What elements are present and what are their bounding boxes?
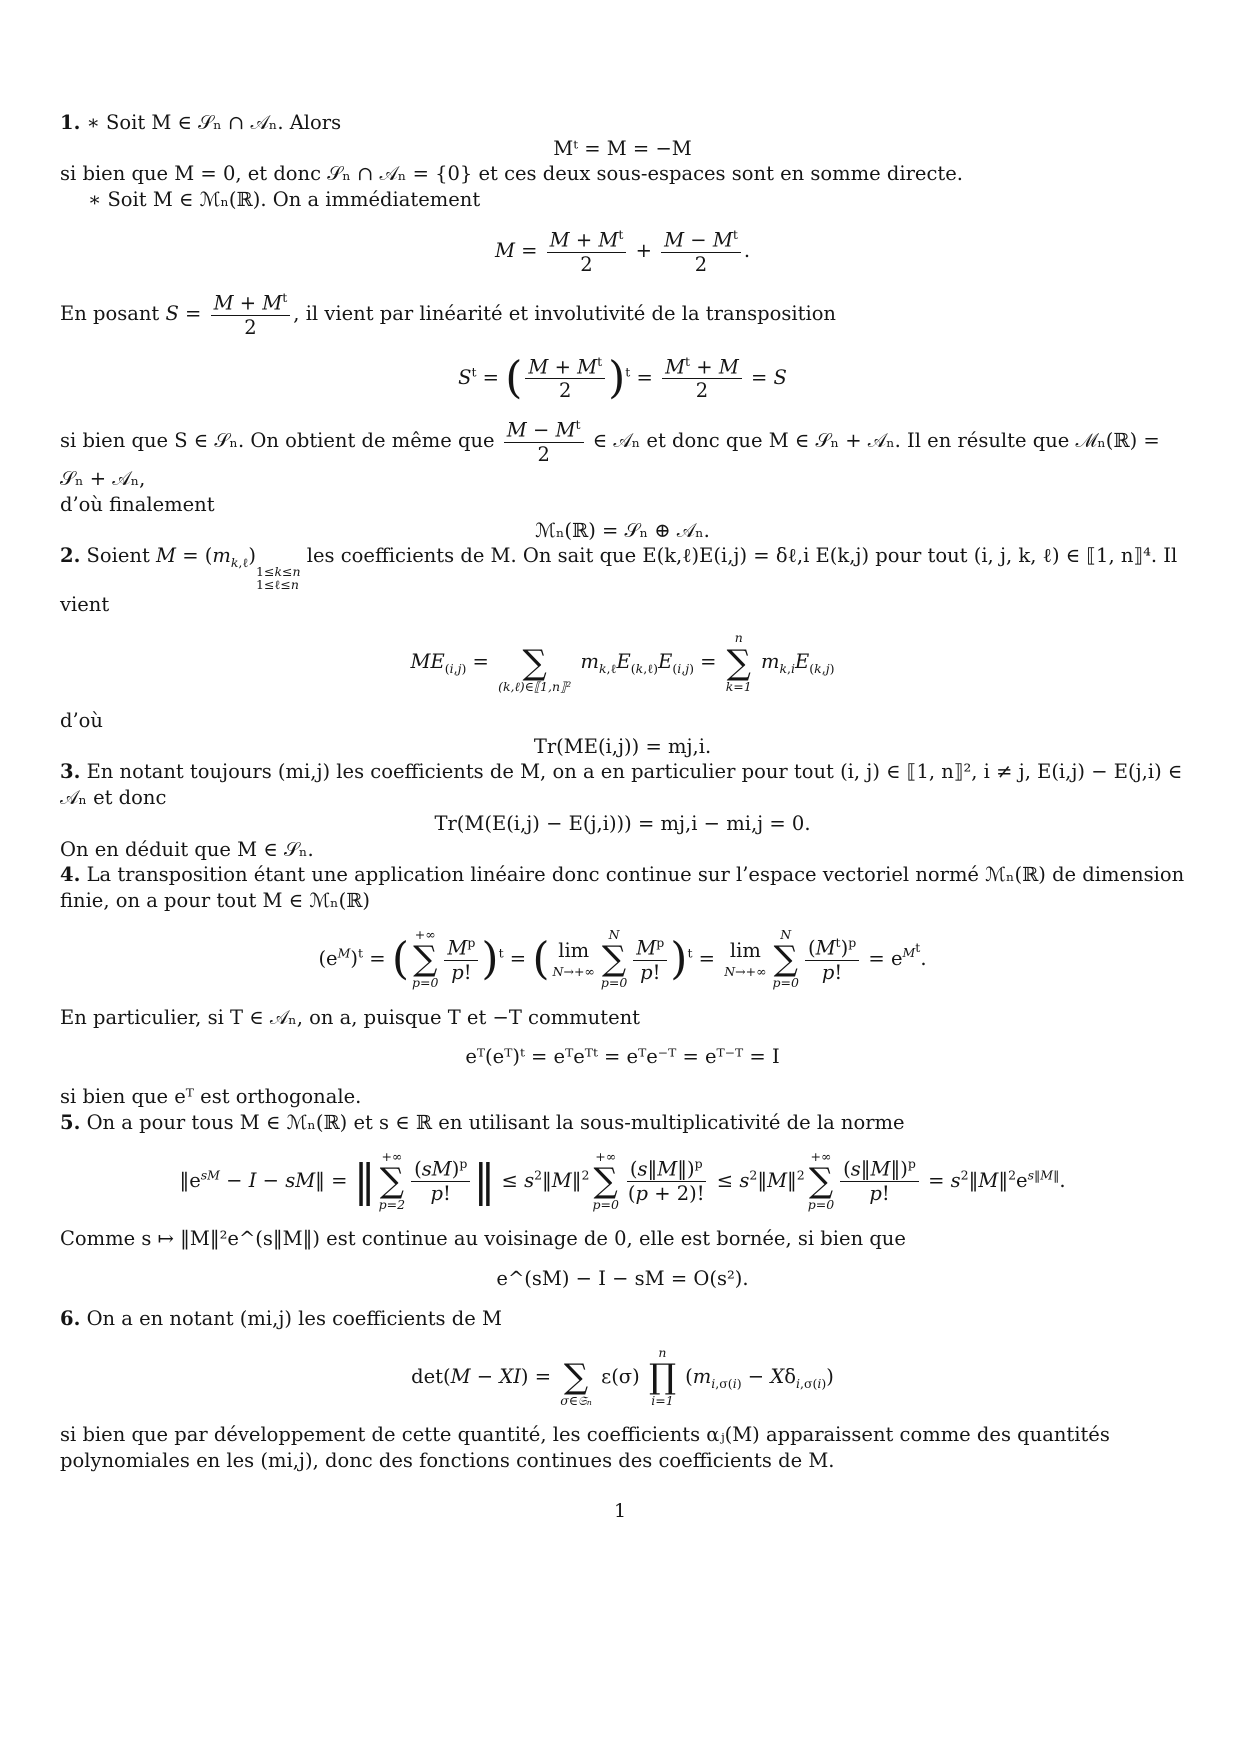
equation: Tr(M(E(i,j) − E(j,i))) = mj,i − mi,j = 0. xyxy=(434,811,811,835)
paragraph: Comme s ↦ ‖M‖²e^(s‖M‖) est continue au voisinage de 0, elle est bornée, si bien que xyxy=(60,1227,906,1251)
equation: eᵀ(eᵀ)ᵗ = eᵀeᵀᵗ = eᵀe⁻ᵀ = eᵀ⁻ᵀ = I xyxy=(465,1045,780,1069)
equation: e^(sM) − I − sM = O(s²). xyxy=(496,1267,749,1291)
document-body xyxy=(60,110,1185,1474)
section-4-intro: 4. La transposition étant une application linéaire donc continue sur l’espace vectoriel normé ℳₙ(ℝ) de dimension finie, on a pour tout M ∈ ℳₙ(ℝ) xyxy=(60,863,1185,913)
paragraph: ∗ Soit M ∈ ℳₙ(ℝ). On a immédiatement xyxy=(88,188,481,212)
equation-product-sum: $ME_{(i,j)}$ = ∑ (k,ℓ)∈⟦1,n⟧² $m_{k,\ell}E_{(k,\ell)}E_{(i,j)}$ = n ∑ k=1 $m_{k,i}E_{(k,j)}$ xyxy=(410,630,835,694)
section-2-intro: 2. Soient $M = (m_{k,\ell})$ 1≤k≤n 1≤ℓ≤n les coefficients de M. On sait que E(k,ℓ)E(i,j) = δℓ,i E(k,j) pour tout (i, j, k, ℓ) ∈ ⟦1, n⟧⁴. Il vient xyxy=(60,544,1178,616)
paragraph: si bien que eᵀ est orthogonale. xyxy=(60,1085,362,1109)
paragraph-en-posant: En posant S = $\frac{M + M^t}{2}$ , il vient par linéarité et involutivité de la transposition xyxy=(60,290,836,340)
equation: ℳₙ(ℝ) = 𝒮ₙ ⊕ 𝒜ₙ. xyxy=(535,518,710,542)
section-5-intro: 5. On a pour tous M ∈ ℳₙ(ℝ) et s ∈ ℝ en utilisant la sous-multiplicativité de la norme xyxy=(60,1110,905,1134)
equation-transpose-s: $S^t$ = ( $\frac{M + M^t}{2}$ )$^t$ = $\frac{M^t + M}{2}$ = S xyxy=(458,352,787,404)
page-number: 1 xyxy=(613,1500,627,1522)
paragraph: d’où xyxy=(60,709,103,732)
equation-decomposition: M = $\frac{M + M^t}{2}$ + $\frac{M - M^t}{2}$ . xyxy=(494,226,751,276)
section-3-intro: 3. En notant toujours (mi,j) les coefficients de M, on a en particulier pour tout (i, j) ∈ ⟦1, n⟧², i ≠ j, E(i,j) − E(j,i) ∈ 𝒜ₙ et donc xyxy=(60,760,1183,810)
paragraph: En particulier, si T ∈ 𝒜ₙ, on a, puisque T et −T commutent xyxy=(60,1005,641,1029)
equation-determinant: det(M − XI) = ∑ σ∈𝔖ₙ ε(σ) n ∏ i=1 $(m_{i,\sigma(i)} - X\delta_{i,\sigma(i)})$ xyxy=(411,1344,834,1408)
section-6-intro: 6. On a en notant (mi,j) les coefficients de M xyxy=(60,1306,502,1330)
section-1-intro: 1. ∗ Soit M ∈ 𝒮ₙ ∩ 𝒜ₙ. Alors xyxy=(60,111,342,134)
paragraph: d’où finalement xyxy=(60,492,215,516)
equation: Mᵗ = M = −M xyxy=(553,136,692,160)
equation: Tr(ME(i,j)) = mj,i. xyxy=(533,734,712,758)
equation-exp-transpose: $(e^M)^t$ = ( +∞ ∑ p=0 $\frac{M^p}{p!}$ )$^t$ = ( lim N→+∞ N ∑ p=0 $\frac{M^p}{p!}$ )$^t$ = lim N→+∞ N ∑ p=0 $\frac{(M^t)^p}{p!}$ = $e^{M^t}$. xyxy=(318,926,927,991)
paragraph-de-meme: si bien que S ∈ 𝒮ₙ. On obtient de même que $\frac{M - M^t}{2}$ ∈ 𝒜ₙ et donc que M ∈ 𝒮ₙ + 𝒜ₙ. Il en résulte que ℳₙ(ℝ) = 𝒮ₙ + 𝒜ₙ, xyxy=(60,416,1160,491)
paragraph: On en déduit que M ∈ 𝒮ₙ. xyxy=(60,837,314,861)
paragraph: si bien que M = 0, et donc 𝒮ₙ ∩ 𝒜ₙ = {0} et ces deux sous-espaces sont en somme directe. xyxy=(60,162,963,186)
paragraph: si bien que par développement de cette quantité, les coefficients αⱼ(M) apparaissent comme des quantités polynomiales en les (mi,j), donc des fonctions continues des coefficients de M. xyxy=(60,1423,1110,1472)
equation-norm-estimate: $‖e^{sM} - I$ − sM‖ = ‖ +∞ ∑ p=2 $\frac{(sM)^p}{p!}$ ‖ ≤ $s^2‖M‖^2$ +∞ ∑ p=0 $\frac{(s‖M‖)^p}{(p + 2)!}$ ≤ $s^2‖M‖^2$ +∞ ∑ p=0 $\frac{(s‖M‖)^p}{p!}$ = $s^2‖M‖^2e^{s‖M‖}$. xyxy=(179,1148,1066,1212)
